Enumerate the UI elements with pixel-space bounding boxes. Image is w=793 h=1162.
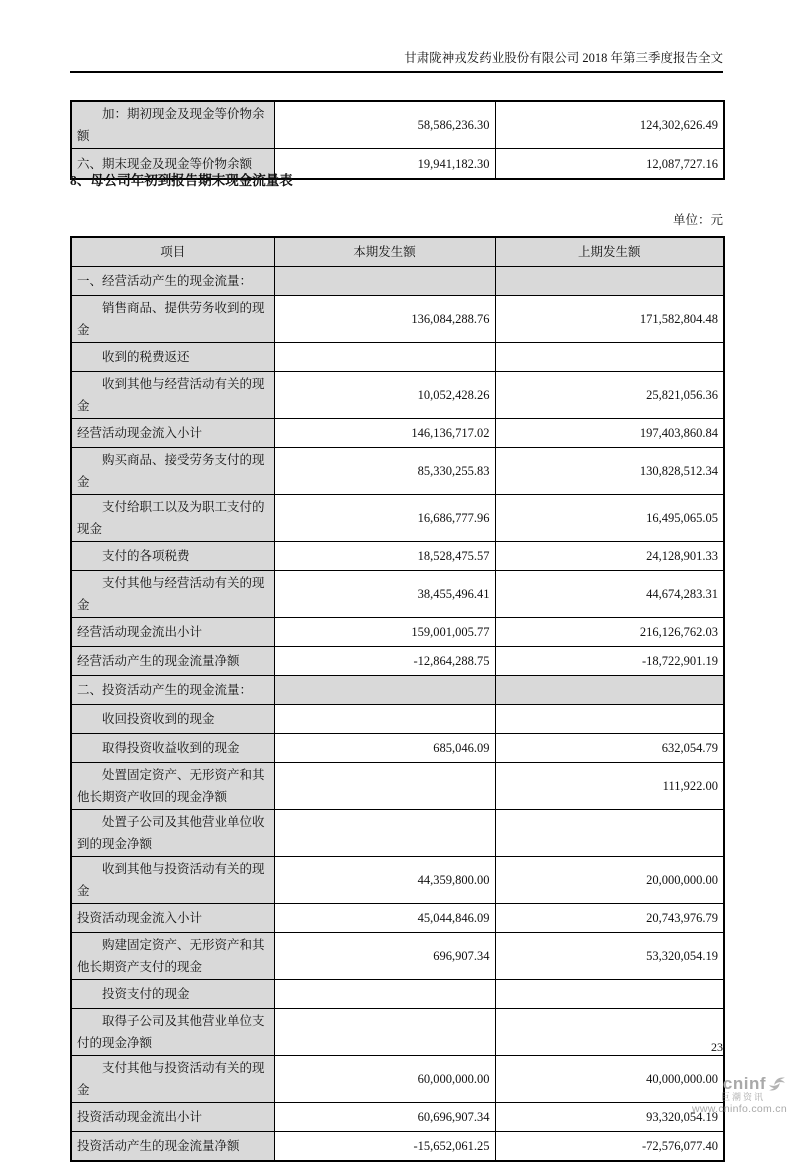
current-period-cell: 16,686,777.96: [274, 495, 495, 542]
table-row: [71, 734, 724, 763]
table-row: [71, 1056, 724, 1103]
current-period-cell: 685,046.09: [274, 734, 495, 763]
table-row: [71, 980, 724, 1009]
item-label-cell: 收到其他与经营活动有关的现金: [71, 372, 274, 419]
previous-period-cell: 40,000,000.00: [495, 1056, 724, 1103]
previous-period-cell: [495, 705, 724, 734]
item-label-cell: 经营活动现金流出小计: [71, 618, 274, 647]
current-period-cell: [274, 810, 495, 857]
previous-period-cell: 44,674,283.31: [495, 571, 724, 618]
item-label-cell: 购建固定资产、无形资产和其他长期资产支付的现金: [71, 933, 274, 980]
cninfo-swirl-icon: [767, 1074, 787, 1094]
table-row: [71, 101, 724, 149]
item-label-cell: 收到的税费返还: [71, 343, 274, 372]
item-label-cell: 支付其他与投资活动有关的现金: [71, 1056, 274, 1103]
table-row: [71, 904, 724, 933]
table-row: [71, 1132, 724, 1162]
previous-period-cell: -72,576,077.40: [495, 1132, 724, 1162]
previous-period-cell: [495, 267, 724, 296]
previous-period-cell: 53,320,054.19: [495, 933, 724, 980]
table-row: [71, 448, 724, 495]
table-row: [71, 647, 724, 676]
current-period-cell: 696,907.34: [274, 933, 495, 980]
item-label-cell: 六、期末现金及现金等价物余额: [71, 149, 274, 180]
section-row: [71, 676, 724, 705]
current-period-cell: [274, 980, 495, 1009]
item-label-cell: 投资活动产生的现金流量净额: [71, 1132, 274, 1162]
previous-period-cell: [495, 980, 724, 1009]
item-label-cell: 投资支付的现金: [71, 980, 274, 1009]
table-row: [71, 542, 724, 571]
current-period-cell: 58,586,236.30: [274, 101, 495, 149]
item-label-cell: 二、投资活动产生的现金流量：: [71, 676, 274, 705]
item-label-cell: 取得投资收益收到的现金: [71, 734, 274, 763]
current-period-cell: -15,652,061.25: [274, 1132, 495, 1162]
current-period-cell: -12,864,288.75: [274, 647, 495, 676]
table-row: [71, 1103, 724, 1132]
item-label-cell: 收到其他与投资活动有关的现金: [71, 857, 274, 904]
current-period-cell: 19,941,182.30: [274, 149, 495, 180]
item-label-cell: 处置固定资产、无形资产和其他长期资产收回的现金净额: [71, 763, 274, 810]
current-period-cell: 60,696,907.34: [274, 1103, 495, 1132]
doc-header: [70, 50, 723, 73]
table-row: [71, 343, 724, 372]
previous-period-cell: [495, 676, 724, 705]
item-label-cell: 销售商品、提供劳务收到的现金: [71, 296, 274, 343]
current-period-cell: [274, 763, 495, 810]
current-period-cell: [274, 705, 495, 734]
previous-period-cell: [495, 343, 724, 372]
section-row: [71, 267, 724, 296]
logo-url: www.cninfo.com.cn: [692, 1103, 787, 1115]
item-label-cell: 支付的各项税费: [71, 542, 274, 571]
item-label-cell: 支付给职工以及为职工支付的现金: [71, 495, 274, 542]
item-label-cell: 收回投资收到的现金: [71, 705, 274, 734]
table-row: [71, 763, 724, 810]
parent-company-cash-flow-table: [70, 236, 725, 1162]
current-period-cell: 38,455,496.41: [274, 571, 495, 618]
item-label-cell: 投资活动现金流出小计: [71, 1103, 274, 1132]
page-number: 23: [711, 1040, 723, 1054]
logo-brand-text: cninf: [722, 1074, 766, 1093]
logo-brand-row: [692, 1074, 787, 1094]
item-label-cell: 投资活动现金流入小计: [71, 904, 274, 933]
table-row: [71, 296, 724, 343]
item-label-cell: 处置子公司及其他营业单位收到的现金净额: [71, 810, 274, 857]
table-row: [71, 419, 724, 448]
item-label-cell: 加：期初现金及现金等价物余额: [71, 101, 274, 149]
item-label-cell: 支付其他与经营活动有关的现金: [71, 571, 274, 618]
previous-period-cell: 111,922.00: [495, 763, 724, 810]
previous-period-cell: 216,126,762.03: [495, 618, 724, 647]
previous-period-cell: 130,828,512.34: [495, 448, 724, 495]
current-period-cell: [274, 267, 495, 296]
cninfo-logo: [692, 1074, 787, 1116]
current-period-cell: 10,052,428.26: [274, 372, 495, 419]
current-period-cell: [274, 343, 495, 372]
previous-period-cell: 16,495,065.05: [495, 495, 724, 542]
column-header: 项目: [71, 237, 274, 267]
column-header: 上期发生额: [495, 237, 724, 267]
current-period-cell: 146,136,717.02: [274, 419, 495, 448]
table-header-row: [71, 237, 724, 267]
current-period-cell: 44,359,800.00: [274, 857, 495, 904]
table-row: [71, 705, 724, 734]
table-row: [71, 372, 724, 419]
doc-header-title: 甘肃陇神戎发药业股份有限公司 2018 年第三季度报告全文: [404, 51, 723, 65]
cash-equivalents-continuation-table: [70, 100, 725, 180]
previous-period-cell: [495, 810, 724, 857]
table-row: [71, 571, 724, 618]
item-label-cell: 经营活动产生的现金流量净额: [71, 647, 274, 676]
item-label-cell: 一、经营活动产生的现金流量：: [71, 267, 274, 296]
table-row: [71, 618, 724, 647]
section-title: 8、母公司年初到报告期末现金流量表: [70, 173, 293, 188]
table-row: [71, 857, 724, 904]
previous-period-cell: 632,054.79: [495, 734, 724, 763]
item-label-cell: 经营活动现金流入小计: [71, 419, 274, 448]
current-period-cell: 60,000,000.00: [274, 1056, 495, 1103]
table-row: [71, 810, 724, 857]
previous-period-cell: 12,087,727.16: [495, 149, 724, 180]
previous-period-cell: 20,000,000.00: [495, 857, 724, 904]
previous-period-cell: 24,128,901.33: [495, 542, 724, 571]
column-header: 本期发生额: [274, 237, 495, 267]
current-period-cell: 18,528,475.57: [274, 542, 495, 571]
logo-chinese-name: 巨潮资讯: [720, 1092, 765, 1102]
previous-period-cell: 20,743,976.79: [495, 904, 724, 933]
item-label-cell: 购买商品、接受劳务支付的现金: [71, 448, 274, 495]
current-period-cell: [274, 676, 495, 705]
previous-period-cell: 171,582,804.48: [495, 296, 724, 343]
current-period-cell: 159,001,005.77: [274, 618, 495, 647]
previous-period-cell: 197,403,860.84: [495, 419, 724, 448]
unit-label: 单位：元: [672, 213, 723, 227]
previous-period-cell: -18,722,901.19: [495, 647, 724, 676]
current-period-cell: 45,044,846.09: [274, 904, 495, 933]
current-period-cell: 85,330,255.83: [274, 448, 495, 495]
previous-period-cell: 93,320,054.19: [495, 1103, 724, 1132]
previous-period-cell: 124,302,626.49: [495, 101, 724, 149]
table-row: [71, 933, 724, 980]
item-label-cell: 取得子公司及其他营业单位支付的现金净额: [71, 1009, 274, 1056]
current-period-cell: 136,084,288.76: [274, 296, 495, 343]
previous-period-cell: 25,821,056.36: [495, 372, 724, 419]
table-row: [71, 495, 724, 542]
